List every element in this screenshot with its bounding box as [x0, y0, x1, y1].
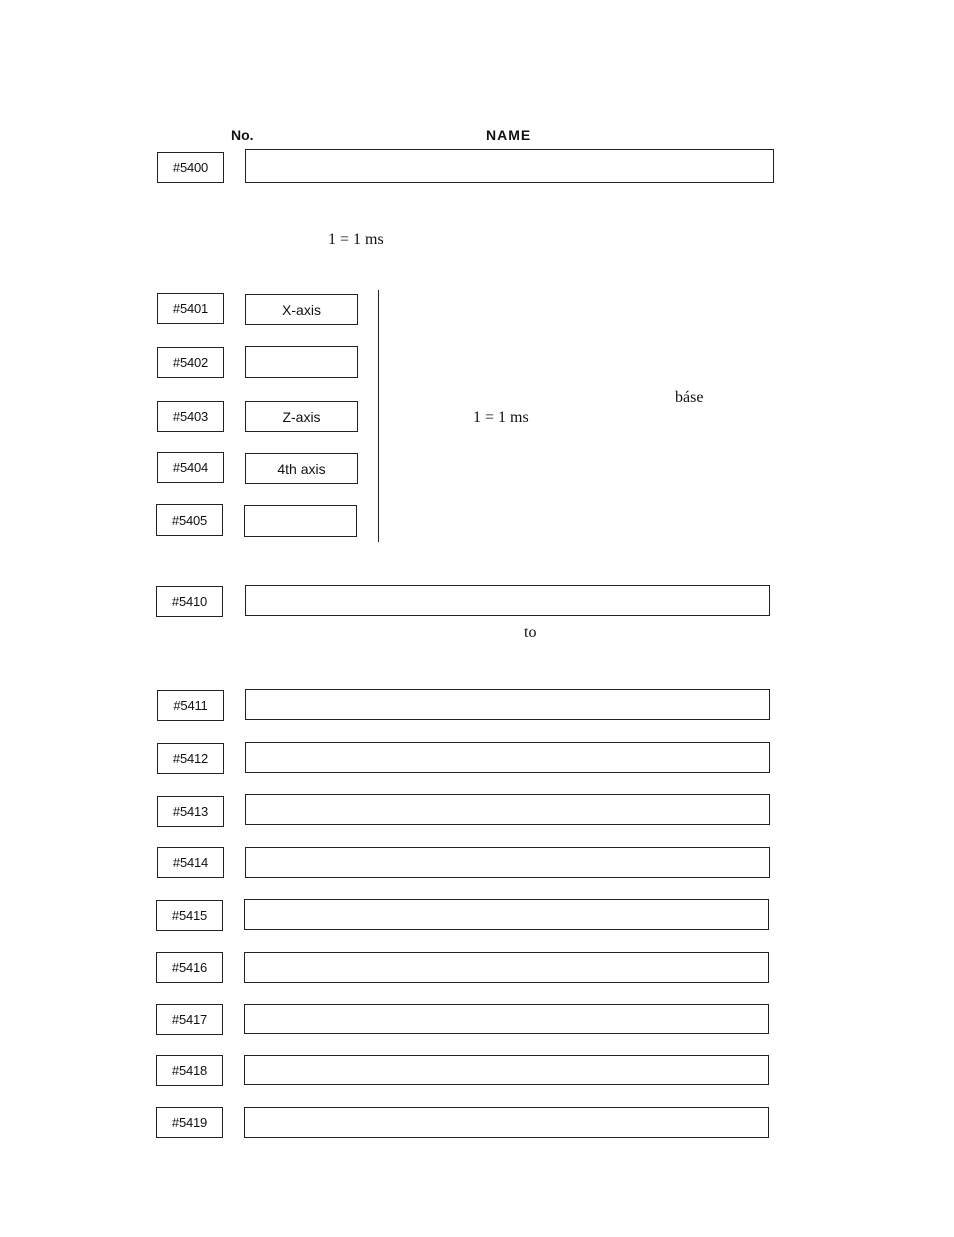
param-name-5401: X-axis — [245, 294, 358, 325]
param-name-5405 — [244, 505, 357, 537]
param-name-5419 — [244, 1107, 769, 1138]
param-number-5403: #5403 — [157, 401, 224, 432]
column-header-name: NAME — [486, 127, 532, 143]
param-name-5402 — [245, 346, 358, 378]
column-header-no: No. — [231, 127, 254, 143]
param-number-5401: #5401 — [157, 293, 224, 324]
param-name-5404: 4th axis — [245, 453, 358, 484]
param-number-5413: #5413 — [157, 796, 224, 827]
param-name-5412 — [245, 742, 770, 773]
note-5410: to — [524, 624, 537, 641]
param-number-5419: #5419 — [156, 1107, 223, 1138]
param-name-5410 — [245, 585, 770, 616]
axis-description-base: báse — [675, 389, 704, 406]
param-name-5414 — [245, 847, 770, 878]
param-name-5418 — [244, 1055, 769, 1085]
param-number-5417: #5417 — [156, 1004, 223, 1035]
param-number-5416: #5416 — [156, 952, 223, 983]
param-name-5417 — [244, 1004, 769, 1034]
param-number-5412: #5412 — [157, 743, 224, 774]
param-number-5411: #5411 — [157, 690, 224, 721]
param-number-5400: #5400 — [157, 152, 224, 183]
param-number-5410: #5410 — [156, 586, 223, 617]
param-number-5414: #5414 — [157, 847, 224, 878]
param-number-5404: #5404 — [157, 452, 224, 483]
param-name-5416 — [244, 952, 769, 983]
param-name-5403: Z-axis — [245, 401, 358, 432]
param-number-5418: #5418 — [156, 1055, 223, 1086]
param-number-5405: #5405 — [156, 504, 223, 536]
param-name-5415 — [244, 899, 769, 930]
unit-note-5400: 1 = 1 ms — [328, 231, 384, 248]
param-number-5402: #5402 — [157, 347, 224, 378]
param-name-5413 — [245, 794, 770, 825]
param-number-5415: #5415 — [156, 900, 223, 931]
axis-description-unit: 1 = 1 ms — [473, 409, 529, 426]
param-name-5411 — [245, 689, 770, 720]
param-name-5400 — [245, 149, 774, 183]
axis-group-bracket — [378, 290, 379, 542]
